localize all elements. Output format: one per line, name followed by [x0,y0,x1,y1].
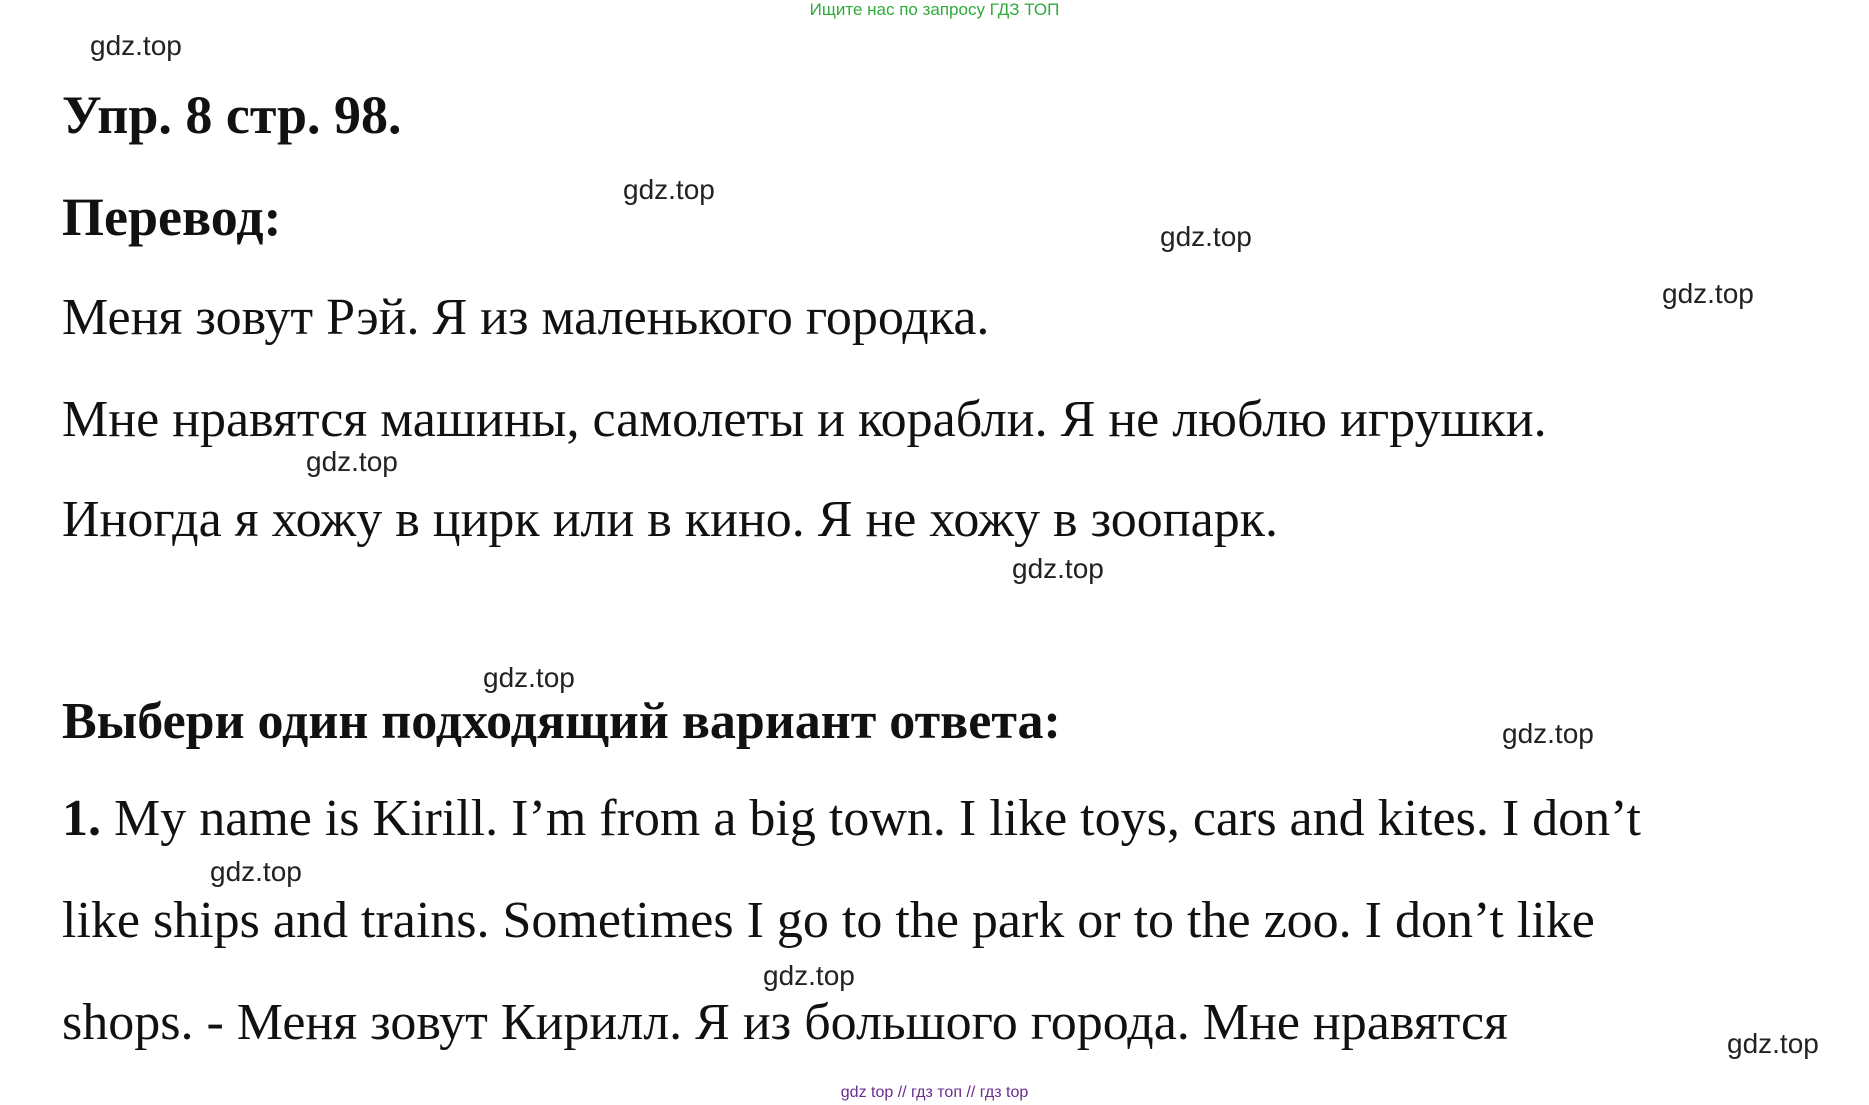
watermark: gdz.top [1727,1028,1819,1059]
top-banner: Ищите нас по запросу ГДЗ ТОП [809,0,1060,19]
translation-line-3: Иногда я хожу в цирк или в кино. Я не хожу в зоопарк. [62,491,1278,548]
watermark: gdz.top [1012,553,1104,584]
exercise-title: Упр. 8 стр. 98. [62,85,402,145]
answer-line-1 [62,789,1641,848]
translation-line-2: Мне нравятся машины, самолеты и корабли. Я не люблю игрушки. [62,391,1547,448]
watermark: gdz.top [210,856,302,887]
answer-line-2: like ships and trains. Sometimes I go to the park or to the zoo. I don’t like [62,892,1595,949]
answer-number: 1. [62,790,101,847]
translation-heading: Перевод: [62,187,282,247]
watermark: gdz.top [1662,278,1754,309]
answer-line-1-text: My name is Kirill. I’m from a big town. I like toys, cars and kites. I don’t [101,790,1641,847]
answer-line-3: shops. - Меня зовут Кирилл. Я из большого города. Мне нравятся [62,994,1508,1051]
footer: gdz top // гдз топ // гдз top [840,1084,1029,1101]
watermark: gdz.top [1502,718,1594,749]
watermark: gdz.top [1160,221,1252,252]
task-heading: Выбери один подходящий вариант ответа: [62,693,1061,750]
translation-line-1: Меня зовут Рэй. Я из маленького городка. [62,289,990,346]
watermark: gdz.top [306,446,398,477]
watermark: gdz.top [483,662,575,693]
watermark: gdz.top [763,960,855,991]
watermark: gdz.top [623,174,715,205]
watermark: gdz.top [90,30,182,61]
